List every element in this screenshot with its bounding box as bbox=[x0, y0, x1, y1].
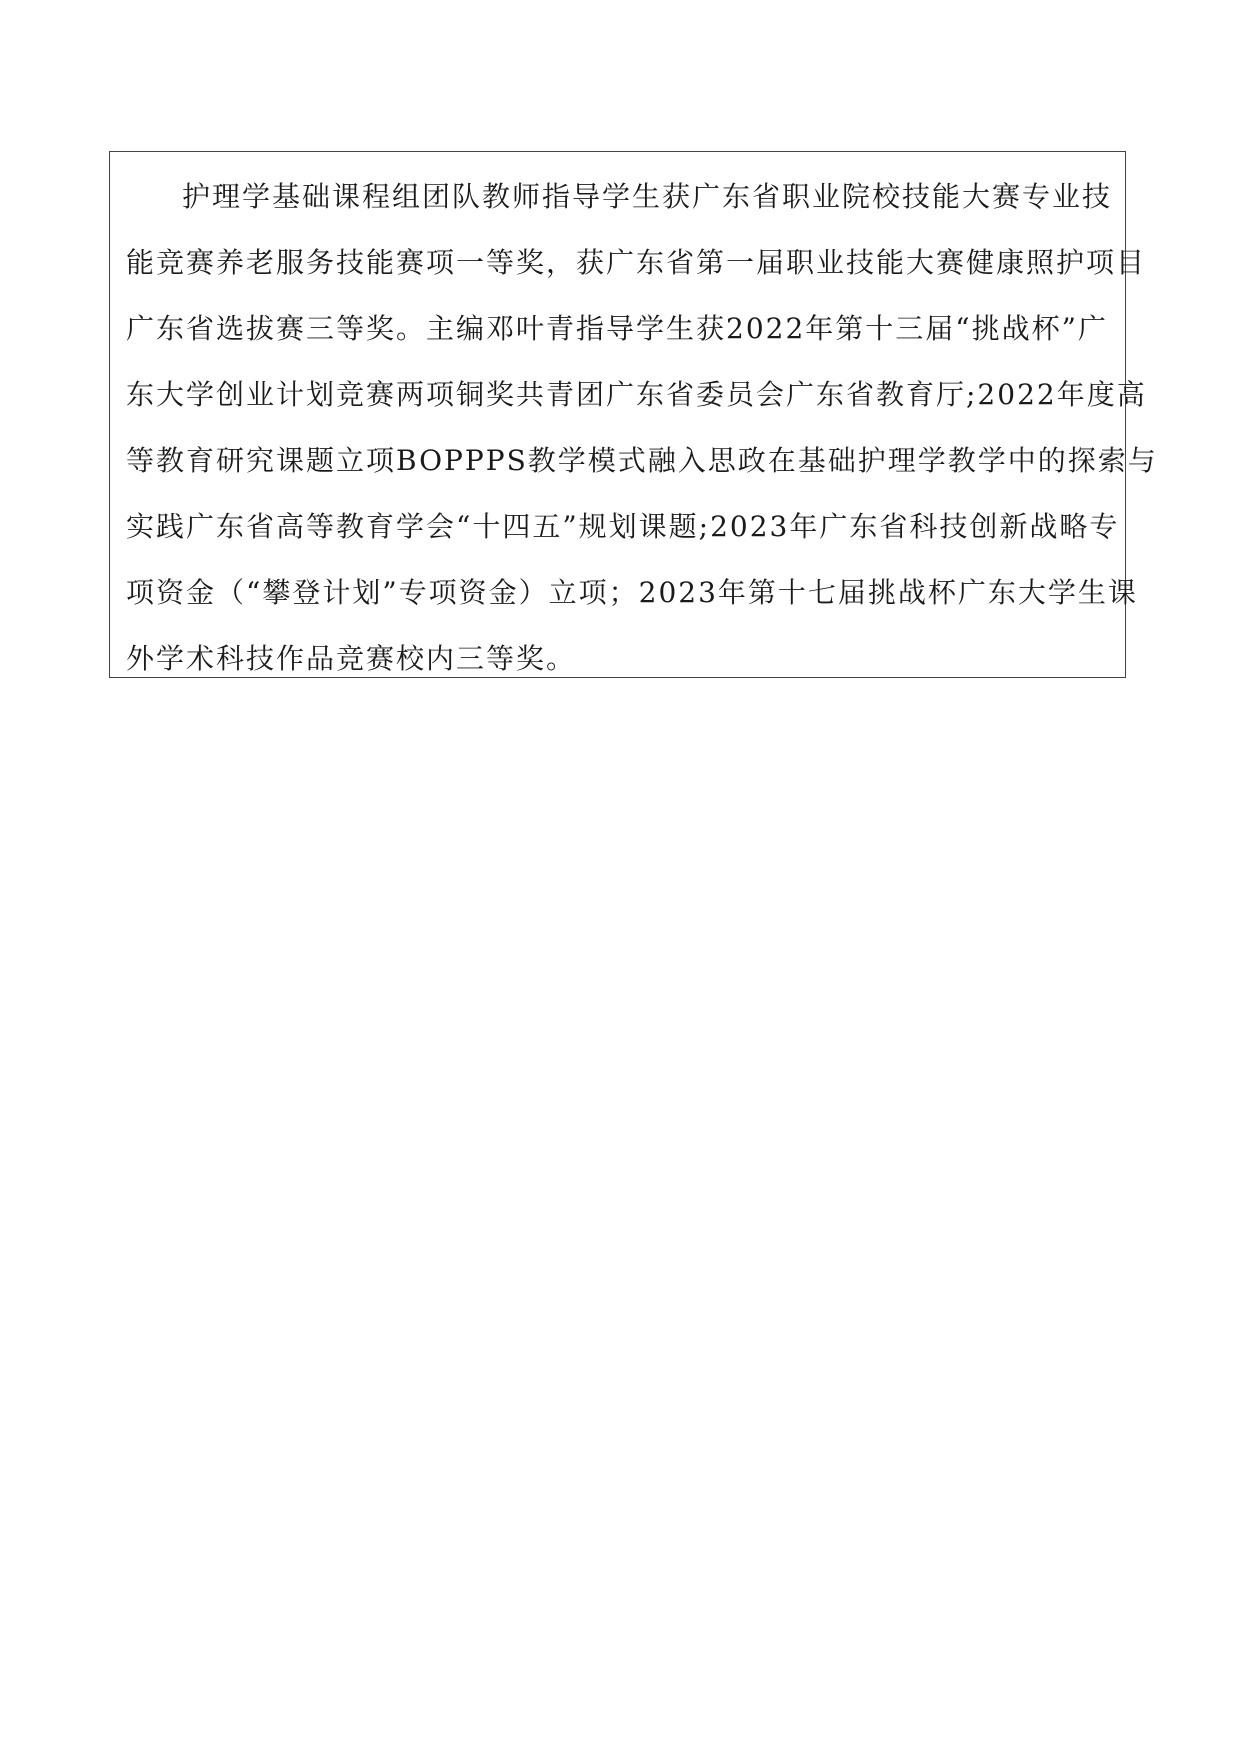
paragraph-line-4: 东大学创业计划竞赛两项铜奖共青团广东省委员会广东省教育厅;2022年度高 bbox=[126, 378, 1147, 411]
paragraph-line-1: 护理学基础课程组团队教师指导学生获广东省职业院校技能大赛专业技 bbox=[182, 180, 1113, 213]
paragraph-line-7: 项资金（“攀登计划”专项资金）立项；2023年第十七届挑战杯广东大学生课 bbox=[126, 576, 1138, 609]
paragraph-line-6: 实践广东省高等教育学会“十四五”规划课题;2023年广东省科技创新战略专 bbox=[126, 510, 1120, 543]
paragraph-line-8: 外学术科技作品竞赛校内三等奖。 bbox=[126, 642, 577, 675]
paragraph-line-3: 广东省选拔赛三等奖。主编邓叶青指导学生获2022年第十三届“挑战杯”广 bbox=[126, 312, 1108, 345]
achievement-text-box bbox=[109, 151, 1158, 678]
paragraph-line-5: 等教育研究课题立项BOPPPS教学模式融入思政在基础护理学教学中的探索与 bbox=[126, 444, 1158, 477]
paragraph-line-2: 能竞赛养老服务技能赛项一等奖，获广东省第一届职业技能大赛健康照护项目 bbox=[126, 246, 1147, 279]
